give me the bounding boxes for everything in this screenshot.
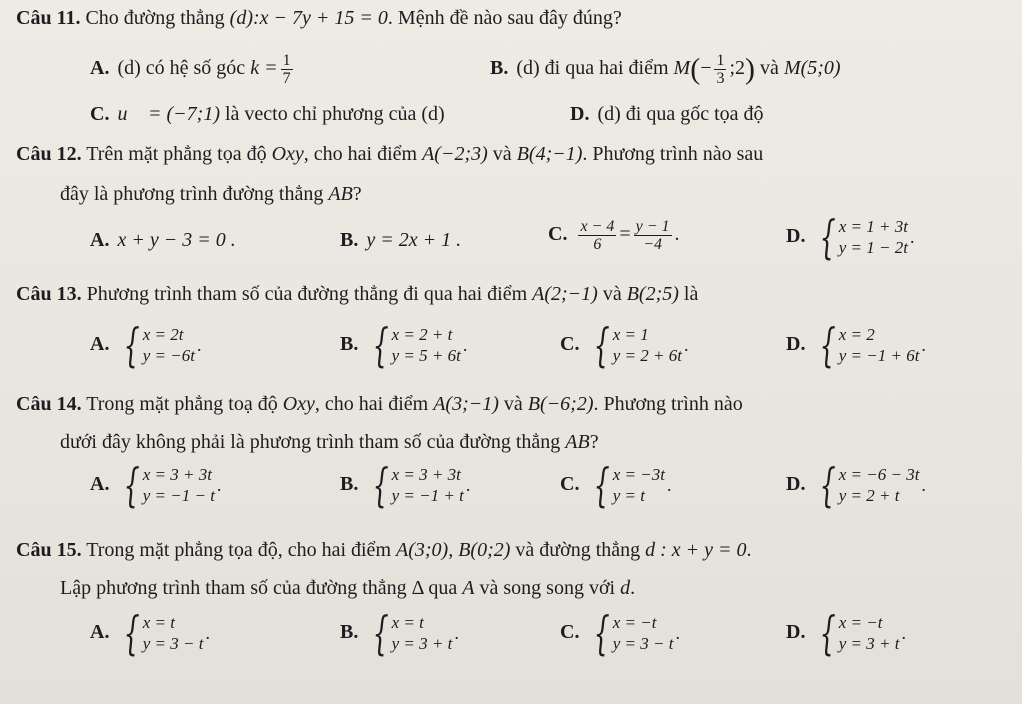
- equation-system: { x = 2t y = −6t: [124, 318, 195, 372]
- q14-label: Câu 14.: [16, 393, 82, 415]
- q13-option-a[interactable]: A. { x = 2t y = −6t .: [90, 318, 202, 372]
- q14-option-c[interactable]: C. { x = −3t y = t .: [560, 458, 672, 512]
- q11-option-b[interactable]: B. (d) đi qua hai điểm M(− $\frac{1}{3}$ ;2) và M(5;0): [490, 52, 841, 87]
- q13-option-b[interactable]: B. { x = 2 + t y = 5 + 6t .: [340, 318, 468, 372]
- q12-stem: Câu 12. Trên mặt phẳng tọa độ Oxy, cho hai điểm A(−2;3) và B(4;−1). Phương trình nào sau: [16, 143, 764, 165]
- q13-label: Câu 13.: [16, 283, 82, 305]
- q15-option-c[interactable]: C. { x = −t y = 3 − t .: [560, 606, 680, 660]
- q14-stem: Câu 14. Trong mặt phẳng toạ độ Oxy, cho hai điểm A(3;−1) và B(−6;2). Phương trình nào: [16, 393, 743, 415]
- fraction: $\frac{1}{7}$: [282, 52, 291, 87]
- equation-system: { x = 2 + t y = 5 + 6t: [372, 318, 461, 372]
- q15-stem-line2: Lập phương trình tham số của đường thẳng Δ qua A và song song với d.: [60, 577, 636, 599]
- equation-system: { x = 1 + 3t y = 1 − 2t: [820, 210, 908, 264]
- q14-stem-line2: dưới đây không phải là phương trình tham số của đường thẳng AB?: [60, 431, 599, 453]
- equation-system: { x = 3 + 3t y = −1 + t: [372, 458, 464, 512]
- fraction: $\frac{1}{3}$: [716, 52, 725, 87]
- q13-stem: Câu 13. Phương trình tham số của đường thẳng đi qua hai điểm A(2;−1) và B(2;5) là: [16, 283, 699, 305]
- equation-system: { x = −6 − 3t y = 2 + t: [820, 458, 920, 512]
- q12-option-d[interactable]: D. { x = 1 + 3t y = 1 − 2t .: [786, 210, 915, 264]
- q12-option-b[interactable]: B. y = 2x + 1 .: [340, 229, 462, 251]
- q14-option-a[interactable]: A. { x = 3 + 3t y = −1 − t .: [90, 458, 222, 512]
- equation-system: { x = −t y = 3 − t: [594, 606, 674, 660]
- q15-stem: Câu 15. Trong mặt phẳng tọa độ, cho hai điểm A(3;0), B(0;2) và đường thẳng d : x + y = 0.: [16, 539, 752, 561]
- q11-option-d[interactable]: D. (d) đi qua gốc tọa độ: [570, 103, 764, 125]
- equation-system: { x = t y = 3 − t: [124, 606, 204, 660]
- q13-option-c[interactable]: C. { x = 1 y = 2 + 6t .: [560, 318, 689, 372]
- q15-label: Câu 15.: [16, 539, 82, 561]
- q11-option-a[interactable]: A. (d) có hệ số góc k = $\frac{1}{7}$: [90, 52, 291, 87]
- q13-option-d[interactable]: D. { x = 2 y = −1 + 6t .: [786, 318, 926, 372]
- q14-option-d[interactable]: D. { x = −6 − 3t y = 2 + t .: [786, 458, 926, 512]
- equation-system: { x = 3 + 3t y = −1 − t: [124, 458, 215, 512]
- q12-label: Câu 12.: [16, 143, 82, 165]
- equation-system: { x = 1 y = 2 + 6t: [594, 318, 682, 372]
- q12-option-c[interactable]: C. $\frac{x - 4}{6}$ = $\frac{y - 1}{-4}$ .: [548, 218, 680, 253]
- q15-option-b[interactable]: B. { x = t y = 3 + t .: [340, 606, 459, 660]
- fraction: $\frac{x - 4}{6}$: [580, 218, 615, 253]
- equation-system: { x = t y = 3 + t: [372, 606, 453, 660]
- equation-system: { x = 2 y = −1 + 6t: [820, 318, 920, 372]
- q15-option-d[interactable]: D. { x = −t y = 3 + t .: [786, 606, 906, 660]
- q12-option-a[interactable]: A. x + y − 3 = 0 .: [90, 229, 236, 251]
- q14-option-b[interactable]: B. { x = 3 + 3t y = −1 + t .: [340, 458, 471, 512]
- q11-label: Câu 11.: [16, 7, 81, 29]
- equation-system: { x = −3t y = t: [594, 458, 665, 512]
- equation-system: { x = −t y = 3 + t: [820, 606, 900, 660]
- q12-stem-line2: đây là phương trình đường thẳng AB?: [60, 183, 362, 205]
- fraction: $\frac{y - 1}{-4}$: [635, 218, 670, 253]
- q11-option-c[interactable]: C. u⃗ = (−7;1) là vecto chỉ phương của (d): [90, 103, 445, 125]
- q15-option-a[interactable]: A. { x = t y = 3 − t .: [90, 606, 210, 660]
- q11-stem: Câu 11. Cho đường thẳng (d):x − 7y + 15 = 0. Mệnh đề nào sau đây đúng?: [16, 7, 622, 29]
